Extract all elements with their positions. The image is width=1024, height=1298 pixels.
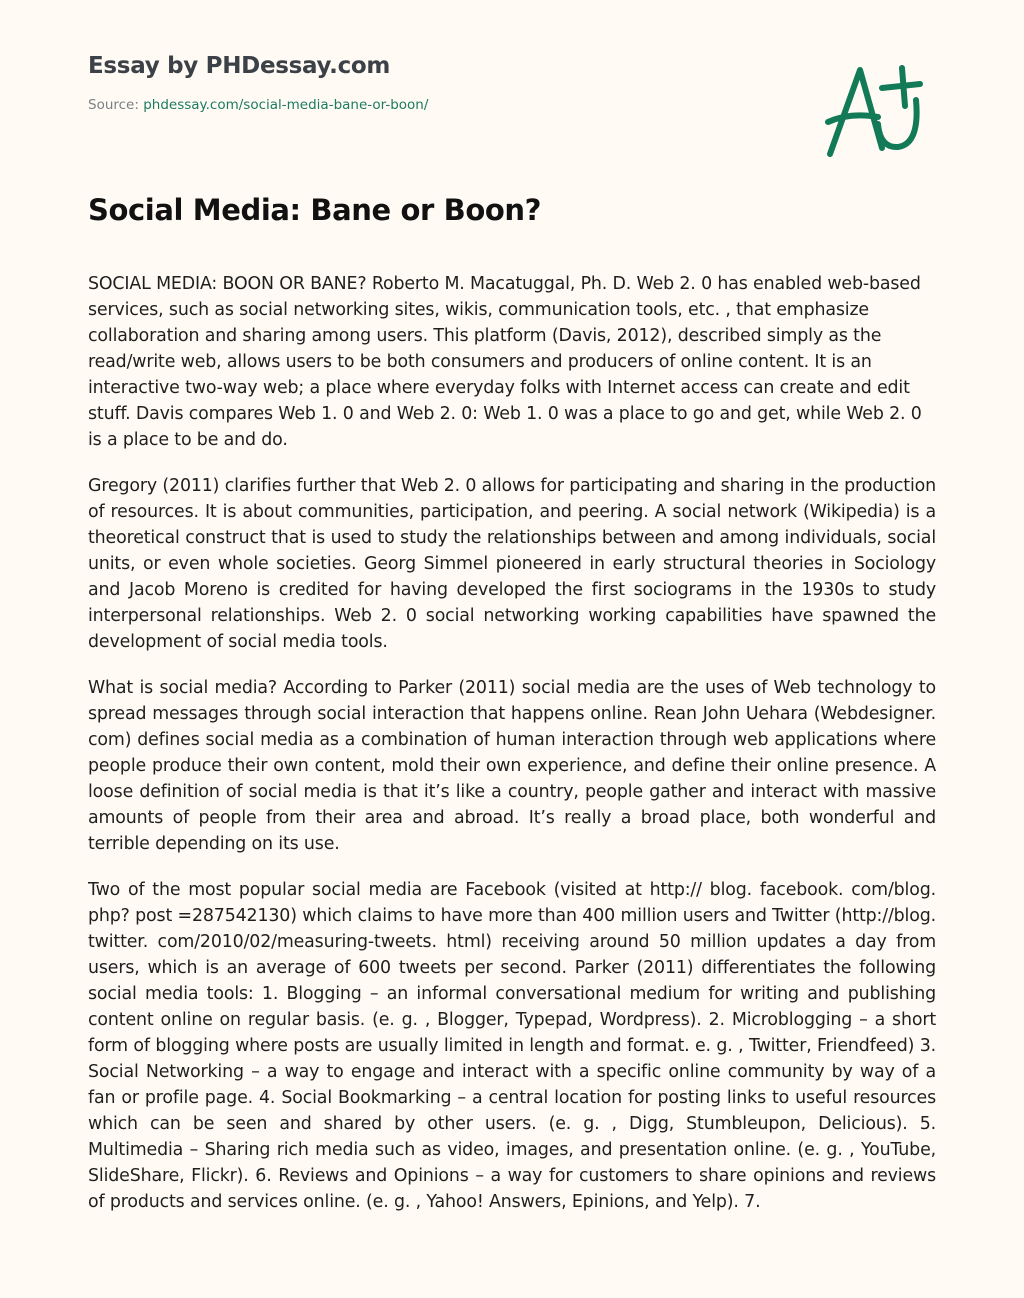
plus-vertical [902,68,905,106]
source-link[interactable]: phdessay.com/social-media-bane-or-boon/ [143,97,429,113]
source-label: Source: [88,97,144,113]
source-line [88,96,428,114]
page-header [88,50,428,114]
essay-title: Social Media: Bane or Boon? [88,193,542,227]
paragraph-4: Two of the most popular social media are Facebook (visited at http:// blog. facebook. com/blog. php? post =287542130) which claims to have more than 400 million users and Twitter (http://blog. twitter. com/2010/02/measuring-tweets. html) receiving around 50 million updates a day from users, which is an average of 600 tweets per second. Parker (2011) differentiates the following social media tools: 1. Blogging – an informal conversational medium for writing and publishing content online on regular basis. (e. g. , Blogger, Typepad, Wordpress). 2. Microblogging – a short form of blogging where posts are usually limited in length and format. e. g. , Twitter, Friendfeed) 3. Social Networking – a way to engage and interact with a specific online community by way of a fan or profile page. 4. Social Bookmarking – a central location for posting links to useful resources which can be seen and shared by other users. (e. g. , Digg, Stumbleupon, Delicious). 5. Multimedia – Sharing rich media such as video, images, and presentation online. (e. g. , YouTube, SlideShare, Flickr). 6. Reviews and Opinions – a way for customers to share opinions and reviews of products and services online. (e. g. , Yahoo! Answers, Epinions, and Yelp). 7. [88,880,936,1212]
essay-body [88,271,936,1250]
paragraph-2: Gregory (2011) clarifies further that Web 2. 0 allows for participating and sharing in the production of resources. It is about communities, participation, and peering. A social network (Wikipedia) is a theoretical construct that is used to study the relationships between and among individuals, social units, or even whole societies. Georg Simmel pioneered in early structural theories in Sociology and Jacob Moreno is credited for having developed the first sociograms in the 1930s to study interpersonal relationships. Web 2. 0 social networking working capabilities have spawned the development of social media tools. [88,476,936,652]
a-plus-grade-icon [820,62,930,162]
paragraph-1: SOCIAL MEDIA: BOON OR BANE? Roberto M. Macatuggal, Ph. D. Web 2. 0 has enabled web-based services, such as social networking sites, wikis, communication tools, etc. , that emphasize collaboration and sharing among users. This platform (Davis, 2012), described simply as the read/write web, allows users to be both consumers and producers of online content. It is an interactive two-way web; a place where everyday folks with Internet access can create and edit stuff. Davis compares Web 1. 0 and Web 2. 0: Web 1. 0 was a place to go and get, while Web 2. 0 is a place to be and do. [88,274,922,450]
paragraph-3: What is social media? According to Parker (2011) social media are the uses of Web technology to spread messages through social interaction that happens online. Rean John Uehara (Webdesigner. com) defines social media as a combination of human interaction through web applications where people produce their own content, mold their own experience, and define their online presence. A loose definition of social media is that it’s like a country, people gather and interact with massive amounts of people from their area and abroad. It’s really a broad place, both wonderful and terrible depending on its use. [88,678,936,854]
plus-swoosh [878,100,917,147]
letter-a-crossbar [828,115,878,122]
site-brand: Essay by PHDessay.com [88,53,391,79]
letter-a-stroke [830,70,882,154]
